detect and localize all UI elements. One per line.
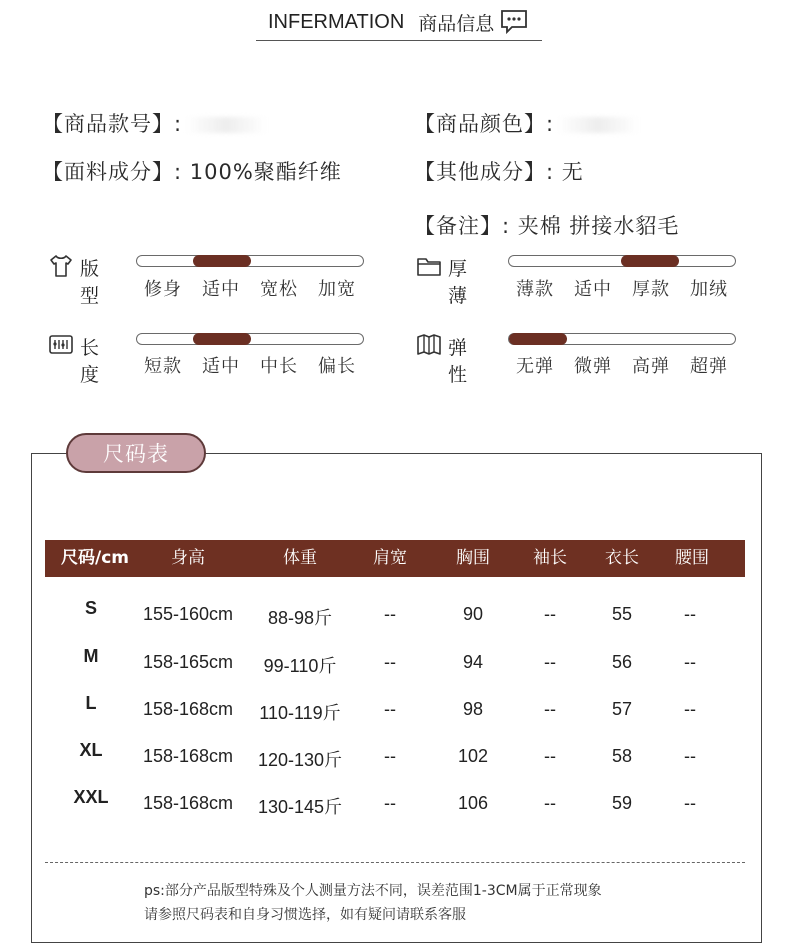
table-cell: -- (384, 604, 396, 624)
table-cell: 158-165cm (142, 652, 234, 672)
col-header: 尺码/cm (61, 548, 129, 568)
table-cell: 158-168cm (142, 699, 234, 719)
table-cell: 57 (611, 699, 633, 719)
table-cell: 120-130斤 (257, 750, 343, 770)
table-cell: 58 (611, 746, 633, 766)
col-header: 体重 (283, 548, 317, 568)
table-cell: -- (544, 793, 556, 813)
option: 厚款 (632, 279, 670, 300)
size-label: S (84, 598, 97, 618)
col-header: 衣长 (605, 548, 639, 568)
table-cell: -- (684, 793, 696, 813)
table-cell: -- (684, 652, 696, 672)
table-cell: 98 (462, 699, 484, 719)
table-cell: 106 (457, 793, 489, 813)
fit-slider (136, 255, 364, 267)
attr-elasticity-label: 弹性 (448, 337, 468, 386)
style-number-label: 【商品款号】: (42, 112, 183, 136)
elasticity-slider (508, 333, 736, 345)
table-cell: 56 (611, 652, 633, 672)
tshirt-icon (48, 253, 74, 279)
option: 微弹 (574, 356, 612, 377)
table-cell: 102 (457, 746, 489, 766)
size-label: M (83, 646, 99, 666)
attr-fit-label: 版型 (80, 258, 100, 307)
header-title-cn: 商品信息 (418, 12, 495, 35)
table-cell: -- (544, 604, 556, 624)
table-cell: 155-160cm (142, 604, 234, 624)
chat-bubble-icon (500, 9, 528, 35)
option: 加绒 (690, 279, 728, 300)
option: 短款 (144, 356, 182, 377)
table-cell: 59 (611, 793, 633, 813)
table-cell: -- (544, 652, 556, 672)
option: 中长 (260, 356, 298, 377)
option: 修身 (144, 279, 182, 300)
option: 宽松 (260, 279, 298, 300)
attr-length-label: 长度 (80, 337, 100, 386)
option: 无弹 (516, 356, 554, 377)
table-cell: 130-145斤 (257, 797, 343, 817)
header-title-en: INFERMATION (268, 10, 405, 33)
table-cell: -- (384, 652, 396, 672)
option: 加宽 (318, 279, 356, 300)
thickness-slider-fill (621, 255, 679, 267)
table-cell: -- (684, 604, 696, 624)
thickness-slider (508, 255, 736, 267)
attr-thickness-label: 厚薄 (448, 258, 468, 307)
folder-icon (416, 253, 442, 279)
table-cell: 55 (611, 604, 633, 624)
table-cell: -- (544, 699, 556, 719)
size-chart-tag: 尺码表 (66, 433, 206, 473)
option: 适中 (202, 356, 240, 377)
length-slider (136, 333, 364, 345)
fit-slider-fill (193, 255, 251, 267)
col-header: 袖长 (533, 548, 567, 568)
table-cell: 90 (462, 604, 484, 624)
size-table-header (45, 540, 745, 577)
blurred-value (186, 117, 266, 133)
thickness-options (506, 275, 738, 301)
size-label: XL (79, 740, 103, 760)
table-cell: -- (544, 746, 556, 766)
style-number (42, 108, 266, 138)
note-line: ps:部分产品版型特殊及个人测量方法不同，误差范围1-3CM属于正常现象 (144, 883, 602, 899)
option: 适中 (574, 279, 612, 300)
table-cell: 99-110斤 (263, 656, 337, 676)
option: 超弹 (690, 356, 728, 377)
elasticity-slider-fill (509, 333, 567, 345)
product-color (414, 108, 638, 138)
length-options (134, 352, 366, 378)
length-slider-fill (193, 333, 251, 345)
table-cell: 158-168cm (142, 746, 234, 766)
option: 适中 (202, 279, 240, 300)
other-composition: 【其他成分】: 无 (414, 160, 584, 184)
note-line: 请参照尺码表和自身习惯选择，如有疑问请联系客服 (144, 907, 466, 923)
divider (45, 862, 745, 863)
size-label: L (85, 693, 97, 713)
table-cell: -- (384, 699, 396, 719)
table-cell: -- (684, 746, 696, 766)
size-label: XXL (73, 787, 109, 807)
col-header: 胸围 (456, 548, 490, 568)
ruler-icon (48, 332, 74, 358)
table-cell: 88-98斤 (267, 608, 333, 628)
col-header: 腰围 (675, 548, 709, 568)
col-header: 身高 (171, 548, 205, 568)
table-cell: 158-168cm (142, 793, 234, 813)
col-header: 肩宽 (373, 548, 407, 568)
table-cell: -- (384, 793, 396, 813)
option: 偏长 (318, 356, 356, 377)
option: 薄款 (516, 279, 554, 300)
option: 高弹 (632, 356, 670, 377)
color-label: 【商品颜色】: (414, 112, 555, 136)
fabric-composition: 【面料成分】: 100%聚酯纤维 (42, 160, 342, 184)
fit-options (134, 275, 366, 301)
table-cell: 110-119斤 (259, 703, 341, 723)
table-cell: 94 (462, 652, 484, 672)
section-header (268, 8, 528, 36)
blurred-value (558, 117, 638, 133)
table-cell: -- (684, 699, 696, 719)
header-underline (256, 40, 542, 41)
book-icon (416, 332, 442, 358)
remark: 【备注】: 夹棉 拼接水貂毛 (414, 214, 680, 238)
table-cell: -- (384, 746, 396, 766)
elasticity-options (506, 352, 738, 378)
